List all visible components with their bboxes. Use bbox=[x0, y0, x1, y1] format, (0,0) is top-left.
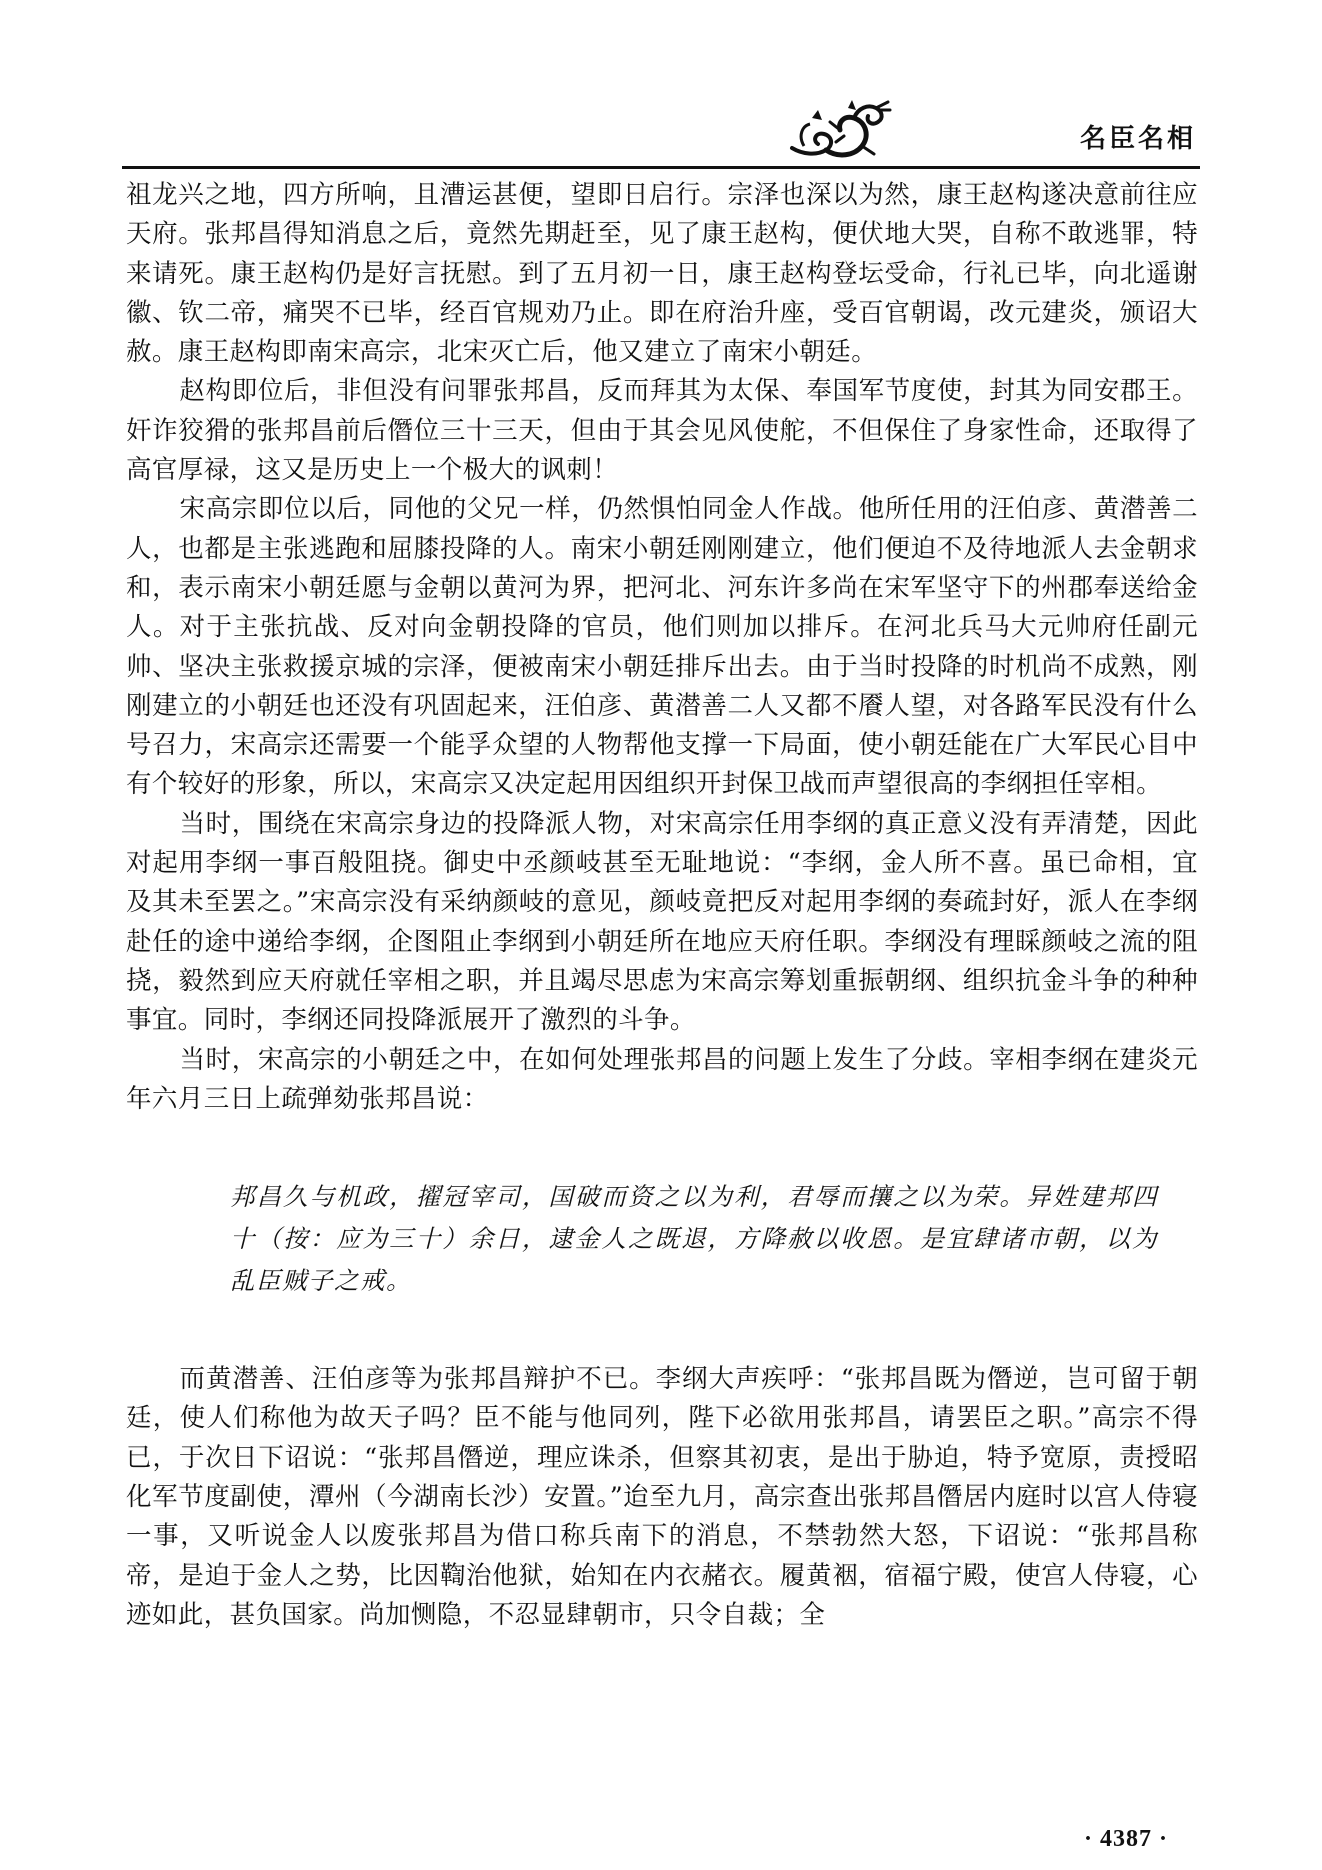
page-number: · 4387 · bbox=[1084, 1826, 1169, 1852]
body-paragraph: 赵构即位后，非但没有问罪张邦昌，反而拜其为太保、奉国军节度使，封其为同安郡王。奸诈狡猾的张邦昌前后僭位三十三天，但由于其会见风使舵，不但保住了身家性命，还取得了高官厚禄，这又是历史上一个极大的讽刺！ bbox=[126, 376, 1198, 486]
body-paragraph: 祖龙兴之地，四方所响，且漕运甚便，望即日启行。宗泽也深以为然，康王赵构遂决意前往应天府。张邦昌得知消息之后，竟然先期赶至，见了康王赵构，便伏地大哭，自称不敢逃罪，特来请死。康王赵构仍是好言抚慰。到了五月初一日，康王赵构登坛受命，行礼已毕，向北遥谢徽、钦二帝，痛哭不已毕，经百官规劝乃止。即在府治升座，受百官朝谒，改元建炎，颁诏大赦。康王赵构即南宋高宗，北宋灭亡后，他又建立了南宋小朝廷。 bbox=[126, 180, 1198, 368]
body-paragraph: 而黄潜善、汪伯彦等为张邦昌辩护不已。李纲大声疾呼：“张邦昌既为僭逆，岂可留于朝廷，使人们称他为故天子吗？臣不能与他同列，陛下必欲用张邦昌，请罢臣之职。”高宗不得已，于次日下诏说：“张邦昌僭逆，理应诛杀，但察其初衷，是出于胁迫，特予宽原，责授昭化军节度副使，潭州（今湖南长沙）安置。”迨至九月，高宗查出张邦昌僭居内庭时以宫人侍寝一事，又听说金人以废张邦昌为借口称兵南下的消息，不禁勃然大怒，下诏说：“张邦昌称帝，是迫于金人之势，比因鞫治他狱，始知在内衣赭衣。履黄裀，宿福宁殿，使宫人侍寝，心迹如此，甚负国家。尚加恻隐，不忍显肆朝市，只令自裁；全 bbox=[126, 1364, 1198, 1630]
body-paragraph: 当时，宋高宗的小朝廷之中，在如何处理张邦昌的问题上发生了分歧。宰相李纲在建炎元年六月三日上疏弹劾张邦昌说： bbox=[126, 1044, 1198, 1114]
running-header-title: 名臣名相 bbox=[1080, 124, 1197, 154]
dragon-emblem-icon bbox=[782, 96, 894, 168]
page-body bbox=[126, 176, 1198, 1635]
header-divider bbox=[122, 166, 1200, 169]
body-paragraph: 宋高宗即位以后，同他的父兄一样，仍然惧怕同金人作战。他所任用的汪伯彦、黄潜善二人，也都是主张逃跑和屈膝投降的人。南宋小朝廷刚刚建立，他们便迫不及待地派人去金朝求和，表示南宋小朝廷愿与金朝以黄河为界，把河北、河东许多尚在宋军坚守下的州郡奉送给金人。对于主张抗战、反对向金朝投降的官员，他们则加以排斥。在河北兵马大元帅府任副元帅、坚决主张救援京城的宗泽，便被南宋小朝廷排斥出去。由于当时投降的时机尚不成熟，刚刚建立的小朝廷也还没有巩固起来，汪伯彦、黄潜善二人又都不餍人望，对各路军民没有什么号召力，宋高宗还需要一个能孚众望的人物帮他支撑一下局面，使小朝廷能在广大军民心目中有个较好的形象，所以，宋高宗又决定起用因组织开封保卫战而声望很高的李纲担任宰相。 bbox=[126, 494, 1198, 800]
body-paragraph: 当时，围绕在宋高宗身边的投降派人物，对宋高宗任用李纲的真正意义没有弄清楚，因此对起用李纲一事百般阻挠。御史中丞颜岐甚至无耻地说：“李纲，金人所不喜。虽已命相，宜及其未至罢之。”宋高宗没有采纳颜岐的意见，颜岐竟把反对起用李纲的奏疏封好，派人在李纲赴任的途中递给李纲，企图阻止李纲到小朝廷所在地应天府任职。李纲没有理睬颜岐之流的阻挠，毅然到应天府就任宰相之职，并且竭尽思虑为宋高宗筹划重振朝纲、组织抗金斗争的种种事宜。同时，李纲还同投降派展开了激烈的斗争。 bbox=[126, 808, 1198, 1036]
block-quote: 邦昌久与机政，擢冠宰司，国破而资之以为利，君辱而攘之以为荣。异姓建邦四十（按：应为三十）余日，逮金人之既退，方降赦以收恩。是宜肆诸市朝，以为乱臣贼子之戒。 bbox=[230, 1182, 1158, 1296]
